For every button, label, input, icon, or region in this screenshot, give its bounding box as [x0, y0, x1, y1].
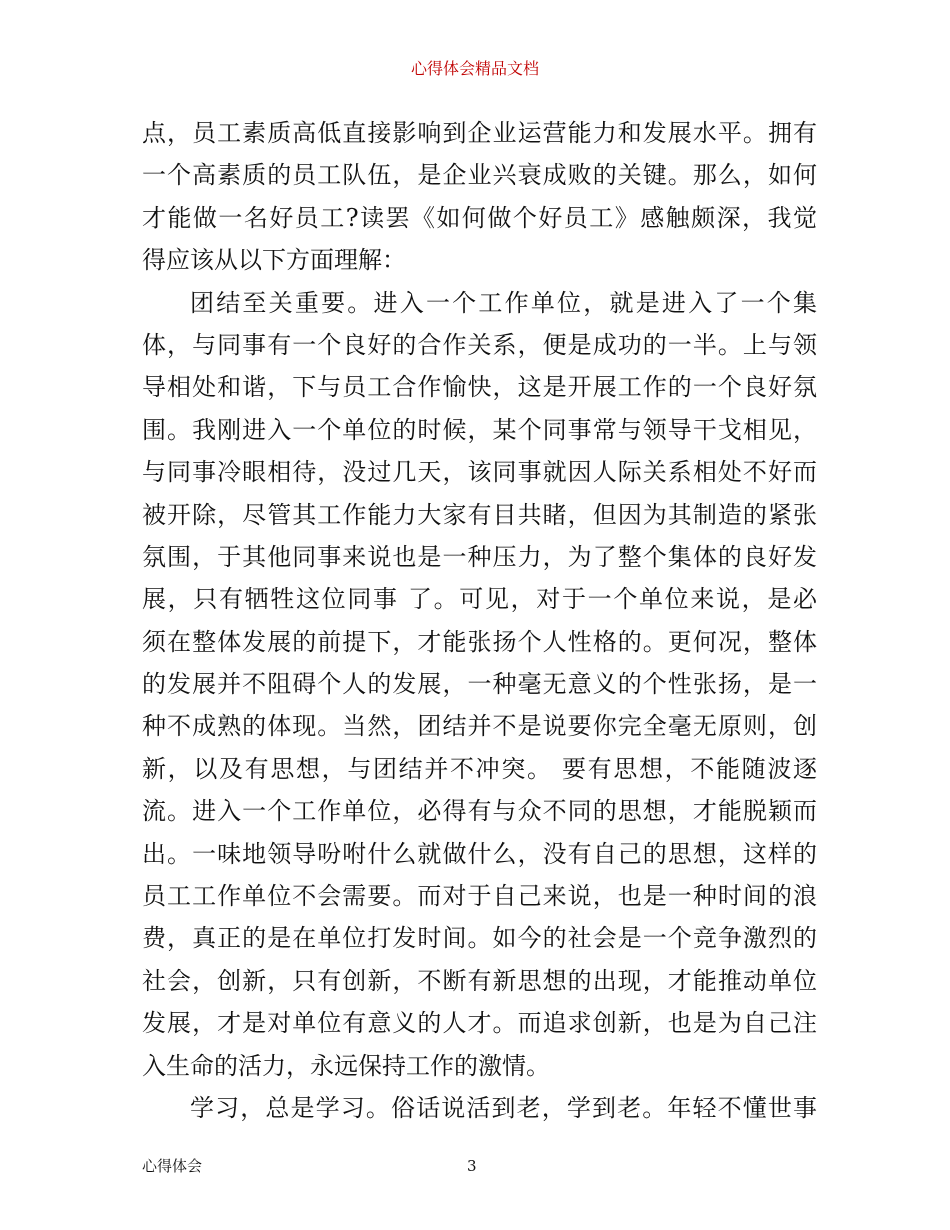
body-line: 与同事冷眼相待，没过几天，该同事就因人际关系相处不好而: [142, 458, 817, 487]
body-text: [142, 112, 817, 1129]
body-line: 费，真正的是在单位打发时间。如今的社会是一个竞争激烈的: [142, 924, 817, 953]
body-line: 须在整体发展的前提下，才能张扬个人性格的。更何况，整体: [142, 627, 817, 656]
footer-page-number: 3: [467, 1157, 477, 1175]
body-line: 新，以及有思想，与团结并不冲突。 要有思想，不能随波逐: [142, 754, 817, 783]
body-line: 点，员工素质高低直接影响到企业运营能力和发展水平。拥有: [142, 119, 817, 147]
footer-label: 心得体会: [142, 1157, 203, 1175]
body-line: 才能做一名好员工?读罢《如何做个好员工》感触颇深，我觉: [142, 203, 817, 232]
body-line: 得应该从以下方面理解：: [142, 246, 406, 275]
body-line: 发展，才是对单位有意义的人才。而追求创新，也是为自己注: [142, 1009, 817, 1038]
body-line: 被开除，尽管其工作能力大家有目共睹，但因为其制造的紧张: [142, 500, 817, 529]
body-line: 一个高素质的员工队伍，是企业兴衰成败的关键。那么，如何: [142, 161, 817, 190]
body-line: 氛围，于其他同事来说也是一种压力，为了整个集体的良好发: [142, 542, 817, 571]
body-line: 围。我刚进入一个单位的时候，某个同事常与领导干戈相见，: [142, 415, 817, 444]
body-line: 的发展并不阻碍个人的发展，一种毫无意义的个性张扬，是一: [142, 670, 817, 699]
document-header-title: 心得体会精品文档: [410, 59, 539, 78]
body-line: 导相处和谐，下与员工合作愉快，这是开展工作的一个良好氛: [142, 373, 817, 402]
paragraph-first-line: 学习，总是学习。俗话说活到老，学到老。年轻不懂世事: [190, 1093, 817, 1122]
body-line: 流。进入一个工作单位，必得有与众不同的思想，才能脱颖而: [142, 797, 817, 826]
body-line: 出。一味地领导吩咐什么就做什么，没有自己的思想，这样的: [142, 839, 817, 868]
body-line: 社会，创新，只有创新，不断有新思想的出现，才能推动单位: [142, 966, 817, 995]
paragraph-first-line: 团结至关重要。进入一个工作单位，就是进入了一个集: [190, 288, 817, 317]
body-line: 展，只有牺牲这位同事 了。可见，对于一个单位来说，是必: [142, 585, 817, 614]
body-line: 员工工作单位不会需要。而对于自己来说，也是一种时间的浪: [142, 882, 817, 911]
body-line: 体，与同事有一个良好的合作关系，便是成功的一半。上与领: [142, 330, 817, 359]
body-line: 种不成熟的体现。当然，团结并不是说要你完全毫无原则，创: [142, 712, 817, 741]
body-line: 入生命的活力，永远保持工作的激情。: [142, 1051, 550, 1080]
